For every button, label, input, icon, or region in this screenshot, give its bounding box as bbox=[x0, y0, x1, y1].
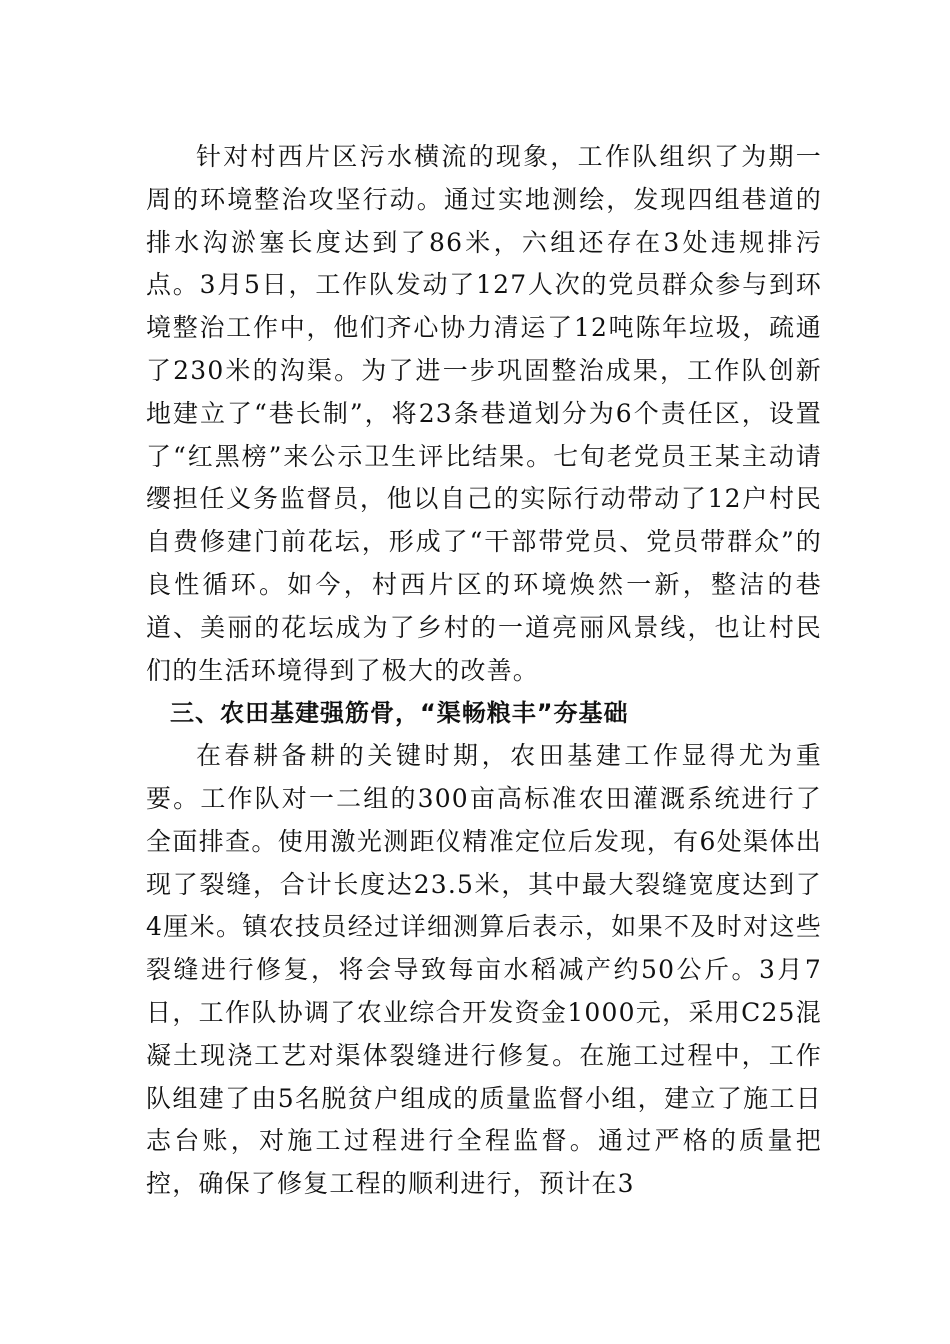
paragraph-environment-rectification: 针对村西片区污水横流的现象，工作队组织了为期一周的环境整治攻坚行动。通过实地测绘，发现四组巷道的排水沟淤塞长度达到了86米，六组还存在3处违规排污点。3月5日，工作队发动了127人次的党员群众参与到环境整治工作中，他们齐心协力清运了12吨陈年垃圾，疏通了230米的沟渠。为了进一步巩固整治成果，工作队创新地建立了“巷长制”，将23条巷道划分为6个责任区，设置了“红黑榜”来公示卫生评比结果。七旬老党员王某主动请缨担任义务监督员，他以自己的实际行动带动了12户村民自费修建门前花坛，形成了“干部带党员、党员带群众”的良性循环。如今，村西片区的环境焕然一新，整洁的巷道、美丽的花坛成为了乡村的一道亮丽风景线，也让村民们的生活环境得到了极大的改善。 bbox=[146, 142, 822, 685]
section-heading-farmland-infrastructure: 三、农田基建强筋骨，“渠畅粮丰”夯基础 bbox=[170, 699, 629, 728]
paragraph-farmland-infrastructure: 在春耕备耕的关键时期，农田基建工作显得尤为重要。工作队对一二组的300亩高标准农田灌溉系统进行了全面排查。使用激光测距仪精准定位后发现，有6处渠体出现了裂缝，合计长度达23.5米，其中最大裂缝宽度达到了4厘米。镇农技员经过详细测算后表示，如果不及时对这些裂缝进行修复，将会导致每亩水稻减产约50公斤。3月7日，工作队协调了农业综合开发资金1000元，采用C25混凝土现浇工艺对渠体裂缝进行修复。在施工过程中，工作队组建了由5名脱贫户组成的质量监督小组，建立了施工日志台账，对施工过程进行全程监督。通过严格的质量把控，确保了修复工程的顺利进行，预计在3 bbox=[146, 741, 822, 1199]
document-body bbox=[146, 136, 822, 1206]
